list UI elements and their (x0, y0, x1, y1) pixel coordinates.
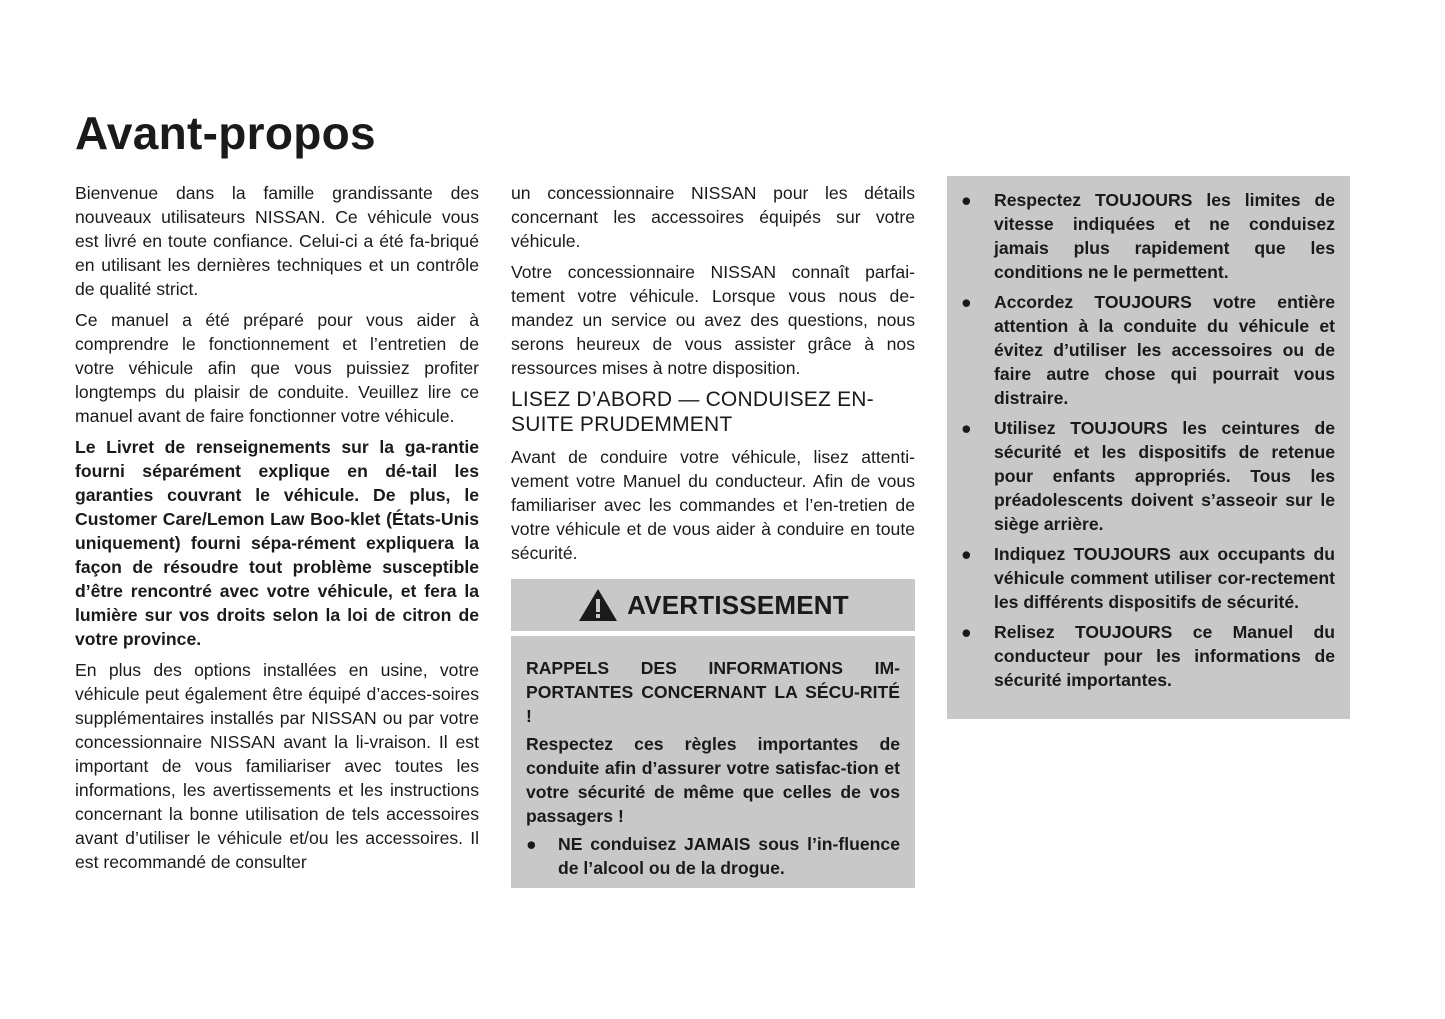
list-item: ● Accordez TOUJOURS votre entière attention à la conduite du véhicule et évitez d’utiliser les accessoires ou de faire autre chose qui pourrait vous distraire. (961, 292, 1335, 408)
dealer-paragraph: Votre concessionnaire NISSAN connaît parfai-tement votre véhicule. Lorsque vous nous de-mandez un service ou avez des questions, nous serons heureux de vous assister grâce à nos ressources mises à notre disposition. (511, 262, 915, 378)
section-heading: LISEZ D’ABORD — CONDUISEZ EN-SUITE PRUDEMMENT (511, 388, 874, 436)
bullet-icon: ● (961, 622, 972, 642)
column-left (75, 181, 479, 881)
bullet-icon: ● (961, 190, 972, 210)
warning-box (511, 579, 915, 888)
warning-triangle-icon (577, 587, 619, 623)
warning-title: RAPPELS DES INFORMATIONS IM-PORTANTES CONCERNANT LA SÉCU-RITÉ ! (526, 658, 900, 726)
list-item: ● Utilisez TOUJOURS les ceintures de sécurité et les dispositifs de retenue pour enfants appropriés. Tous les préadolescents doivent s’asseoir sur le siège arrière. (961, 418, 1335, 534)
bullet-icon: ● (961, 292, 972, 312)
list-item: ● NE conduisez JAMAIS sous l’in-fluence de l’alcool ou de la drogue. (526, 834, 900, 878)
warning-intro: Respectez ces règles importantes de conduite afin d’assurer votre satisfac-tion et votre sécurité de même que celles de vos passagers ! (526, 734, 900, 826)
safety-rules-panel (947, 176, 1350, 719)
list-item: ● Relisez TOUJOURS ce Manuel du conducteur pour les informations de sécurité importantes. (961, 622, 1335, 690)
manual-paragraph: Ce manuel a été préparé pour vous aider à comprendre le fonctionnement et l’entretien de votre véhicule afin que vous puissiez profiter longtemps du plaisir de conduite. Veuillez lire ce manuel avant de faire fonctionner votre véhicule. (75, 310, 479, 426)
bullet-icon: ● (526, 834, 537, 854)
accessories-paragraph: En plus des options installées en usine, votre véhicule peut également être équipé d’acces-soires supplémentaires installés par NISSAN ou par votre concessionnaire NISSAN avant la li-vraison. Il est important de vous familiariser avec toutes les informations, les avertissements et les instructions concernant la bonne utilisation de tels accessoires avant d’utiliser le véhicule et/ou les accessoires. Il est recommandé de consulter (75, 660, 479, 872)
bullet-icon: ● (961, 418, 972, 438)
warning-header (511, 579, 915, 631)
bullet-icon: ● (961, 544, 972, 564)
column-middle (511, 181, 915, 888)
intro-paragraph: Bienvenue dans la famille grandissante des nouveaux utilisateurs NISSAN. Ce véhicule vous est livré en toute confiance. Celui-ci a été fa-briqué en utilisant les dernières techniques et un contrôle de qualité strict. (75, 183, 479, 299)
warranty-paragraph: Le Livret de renseignements sur la ga-rantie fourni séparément explique en dé-tail les garanties couvrant le véhicule. De plus, le Customer Care/Lemon Law Boo-klet (États-Unis uniquement) fourni sépa-rément expliquera la façon de résoudre tout problème susceptible d’être rencontré avec votre véhicule, et fera la lumière sur vos droits selon la loi de citron de votre province. (75, 437, 479, 649)
list-item: ● Indiquez TOUJOURS aux occupants du véhicule comment utiliser cor-rectement les différents dispositifs de sécurité. (961, 544, 1335, 612)
dealer-continued-paragraph: un concessionnaire NISSAN pour les détails concernant les accessoires équipés sur votre véhicule. (511, 183, 915, 251)
read-first-paragraph: Avant de conduire votre véhicule, lisez attenti-vement votre Manuel du conducteur. Afin de vous familiariser avec les commandes et l’en-tretien de votre véhicule et de vous aider à conduire en toute sécurité. (511, 447, 915, 563)
page-title: Avant-propos (75, 107, 376, 159)
warning-body (511, 636, 915, 888)
list-item: ● Respectez TOUJOURS les limites de vitesse indiquées et ne conduisez jamais plus rapidement que les conditions ne le permettent. (961, 190, 1335, 282)
warning-heading: AVERTISSEMENT (627, 590, 849, 620)
